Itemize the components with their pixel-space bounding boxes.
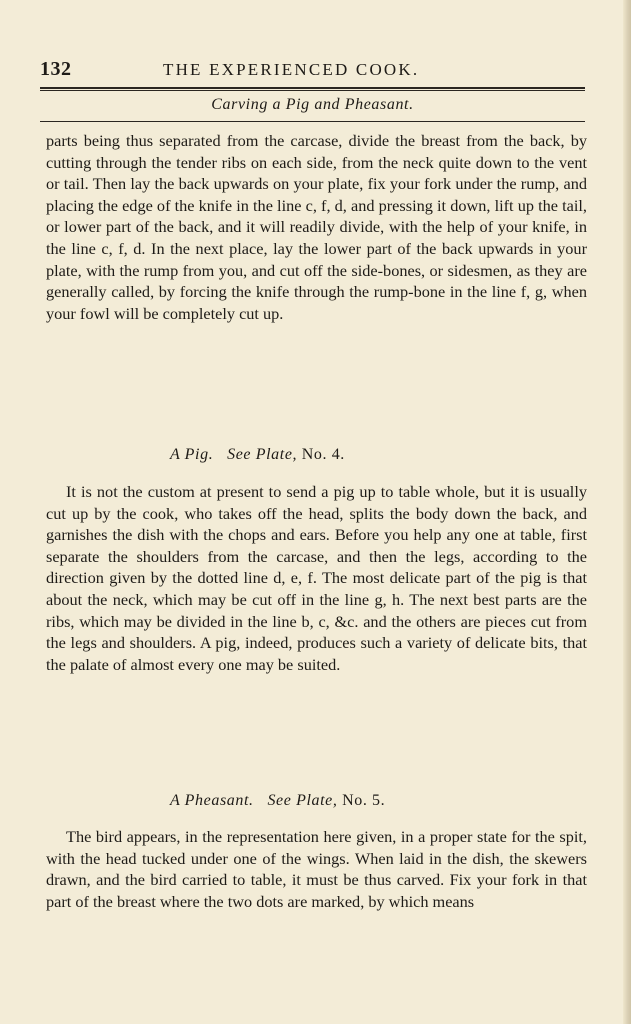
paragraph-chicken-continued: parts being thus separated from the carcase, divide the breast from the back, by cutting through the tender ribs on each side, from the neck quite down to the vent or tail. Then lay the back upwards on your plate, fix your fork under the rump, and placing the edge of the knife in the line c, f, d, and pressing it down, lift up the tail, or lower part of the back, and it will readily divide, with the help of your knife, in the line c, f, d. In the next place, lay the lower part of the back upwards in your plate, with the rump from you, and cut off the side-bones, or sidesmen, as they are generally called, by forcing the knife through the rump-bone in the line f, g, when your fowl will be completely cut up. xyxy=(46,131,587,323)
header-rule xyxy=(40,87,585,91)
page-header xyxy=(40,58,585,82)
subheading: Carving a Pig and Pheasant. xyxy=(211,96,414,113)
page-number: 132 xyxy=(40,58,72,80)
paragraph-pheasant xyxy=(46,826,587,912)
running-title: THE EXPERIENCED COOK. xyxy=(163,60,420,79)
section-heading-pig xyxy=(170,446,345,464)
section-title: A Pig. xyxy=(170,446,214,463)
section-title: A Pheasant. xyxy=(170,792,254,809)
plate-label: Plate, xyxy=(255,446,298,463)
plate-number: No. 4. xyxy=(301,446,345,463)
paragraph-pig-text: It is not the custom at present to send a pig up to table whole, but it is usually cut up by the cook, who takes off the head, splits the body down the back, and garnishes the dish with the chops and ears. Before you help any one at table, first separate the shoulders from the carcase, and then the legs, according to the direction given by the dotted line d, e, f. The most delicate part of the pig is that about the neck, which may be cut off in the line g, h. The next best parts are the ribs, which may be divided in the line b, c, &c. and the others are pieces cut from the legs and shoulders. A pig, indeed, produces such a variety of delicate bits, that the palate of almost every one may be suited. xyxy=(46,482,587,674)
section-heading-pheasant xyxy=(170,792,385,810)
plate-number: No. 5. xyxy=(342,792,386,809)
page-edge xyxy=(623,0,631,1024)
subheading-rule xyxy=(40,121,585,122)
paragraph-pig xyxy=(46,481,587,675)
see-label: See xyxy=(267,792,292,809)
see-label: See xyxy=(227,446,252,463)
plate-label: Plate, xyxy=(296,792,338,809)
paragraph-pheasant-text: The bird appears, in the representation here given, in a proper state for the spit, with the head tucked under one of the wings. When laid in the dish, the skewers drawn, and the bird carried to table, it must be thus carved. Fix your fork in that part of the breast where the two dots are marked, by which means xyxy=(46,827,587,911)
